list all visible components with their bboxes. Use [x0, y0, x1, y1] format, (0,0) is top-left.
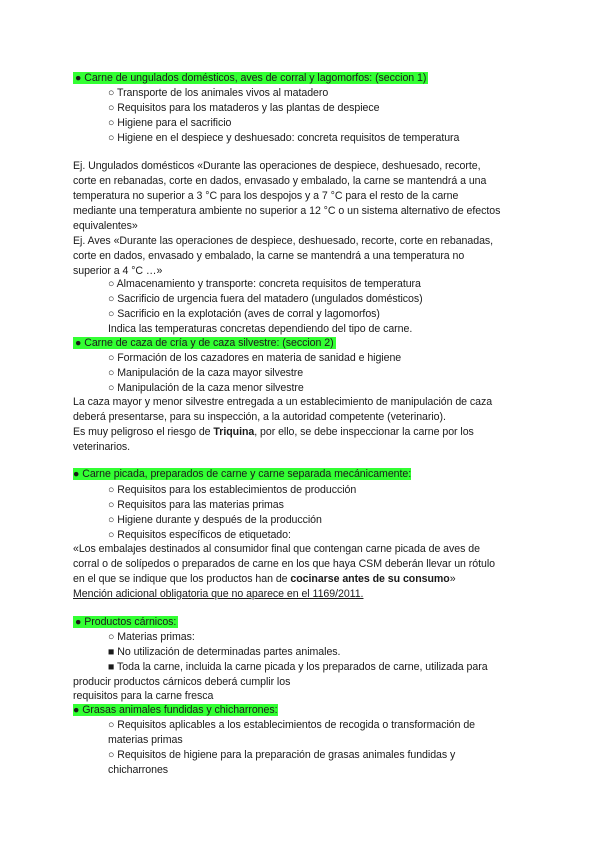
section1-heading: ● Carne de ungulados domésticos, aves de corral y lagomorfos: (seccion 1): [75, 72, 427, 84]
list-item: ○ Sacrificio en la explotación (aves de corral y lagomorfos): [108, 308, 380, 320]
example-line: corte en dados, envasado y embalado, la carne se mantendrá a una temperatura no: [73, 250, 465, 262]
quote-line: «Los embalajes destinados al consumidor final que contengan carne picada de aves de: [73, 543, 480, 555]
example-line: Ej. Ungulados domésticos «Durante las operaciones de despiece, deshuesado, recorte,: [73, 160, 481, 172]
quote-line: en el que se indique que los productos han de cocinarse antes de su consumo»: [73, 573, 456, 585]
list-item-cont: materias primas: [108, 734, 183, 746]
note-text: Indica las temperaturas concretas dependiendo del tipo de carne.: [108, 323, 413, 335]
example-line: superior a 4 °C …»: [73, 265, 163, 277]
list-item: ○ Requisitos para las materias primas: [108, 499, 284, 511]
list-item: ○ Sacrificio de urgencia fuera del matadero (ungulados domésticos): [108, 293, 423, 305]
list-item: ○ Formación de los cazadores en materia de sanidad e higiene: [108, 352, 402, 364]
paragraph-line: producir productos cárnicos deberá cumplir los: [73, 676, 291, 688]
example-line: equivalentes»: [73, 220, 138, 232]
list-item: ○ Manipulación de la caza mayor silvestre: [108, 367, 304, 379]
paragraph-line: deberá presentarse, para su inspección, a la autoridad competente (veterinario).: [73, 411, 446, 423]
mention-text: Mención adicional obligatoria que no aparece en el 1169/2011.: [73, 588, 364, 600]
paragraph-line: La caza mayor y menor silvestre entregada a un establecimiento de manipulación de caza: [73, 396, 493, 408]
list-item: ○ Manipulación de la caza menor silvestre: [108, 382, 304, 394]
section4-heading: ● Productos cárnicos:: [75, 616, 177, 628]
example-line: corte en rebanadas, corte en dados, envasado y embalado, la carne se mantendrá a una: [73, 175, 487, 187]
paragraph-line: requisitos para la carne fresca: [73, 690, 214, 702]
list-item: ○ Requisitos de higiene para la preparación de grasas animales fundidas y: [108, 749, 456, 761]
sub-list-item: ■ Toda la carne, incluida la carne picada y los preparados de carne, utilizada para: [108, 661, 488, 673]
list-item: ○ Higiene en el despiece y deshuesado: concreta requisitos de temperatura: [108, 132, 460, 144]
list-item: ○ Requisitos para los establecimientos de producción: [108, 484, 357, 496]
section5-heading: ● Grasas animales fundidas y chicharrones:: [73, 704, 278, 716]
list-item: ○ Requisitos para los mataderos y las plantas de despiece: [108, 102, 380, 114]
list-item: ○ Transporte de los animales vivos al matadero: [108, 87, 329, 99]
section2-heading: ● Carne de caza de cría y de caza silvestre: (seccion 2): [75, 337, 334, 349]
list-item-cont: chicharrones: [108, 764, 169, 776]
list-item: ○ Materias primas:: [108, 631, 195, 643]
triquina-line: Es muy peligroso el riesgo de Triquina, por ello, se debe inspeccionar la carne por los: [73, 426, 474, 438]
list-item: ○ Requisitos aplicables a los establecimientos de recogida o transformación de: [108, 719, 476, 731]
quote-line: corral o de solípedos o preparados de carne en los que haya CSM deberán llevar un rótulo: [73, 558, 495, 570]
paragraph-line: veterinarios.: [73, 441, 131, 453]
list-item: ○ Almacenamiento y transporte: concreta requisitos de temperatura: [108, 278, 421, 290]
example-line: temperatura no superior a 3 °C para los despojos y a 7 °C para el resto de la carne: [73, 190, 459, 202]
list-item: ○ Requisitos específicos de etiquetado:: [108, 529, 291, 541]
sub-list-item: ■ No utilización de determinadas partes animales.: [108, 646, 341, 658]
example-line: Ej. Aves «Durante las operaciones de despiece, deshuesado, recorte, corte en rebanadas,: [73, 235, 494, 247]
example-line: mediante una temperatura ambiente no superior a 12 °C o un sistema alternativo de efectos: [73, 205, 501, 217]
list-item: ○ Higiene durante y después de la producción: [108, 514, 322, 526]
section3-heading: ● Carne picada, preparados de carne y carne separada mecánicamente:: [73, 468, 412, 480]
list-item: ○ Higiene para el sacrificio: [108, 117, 232, 129]
